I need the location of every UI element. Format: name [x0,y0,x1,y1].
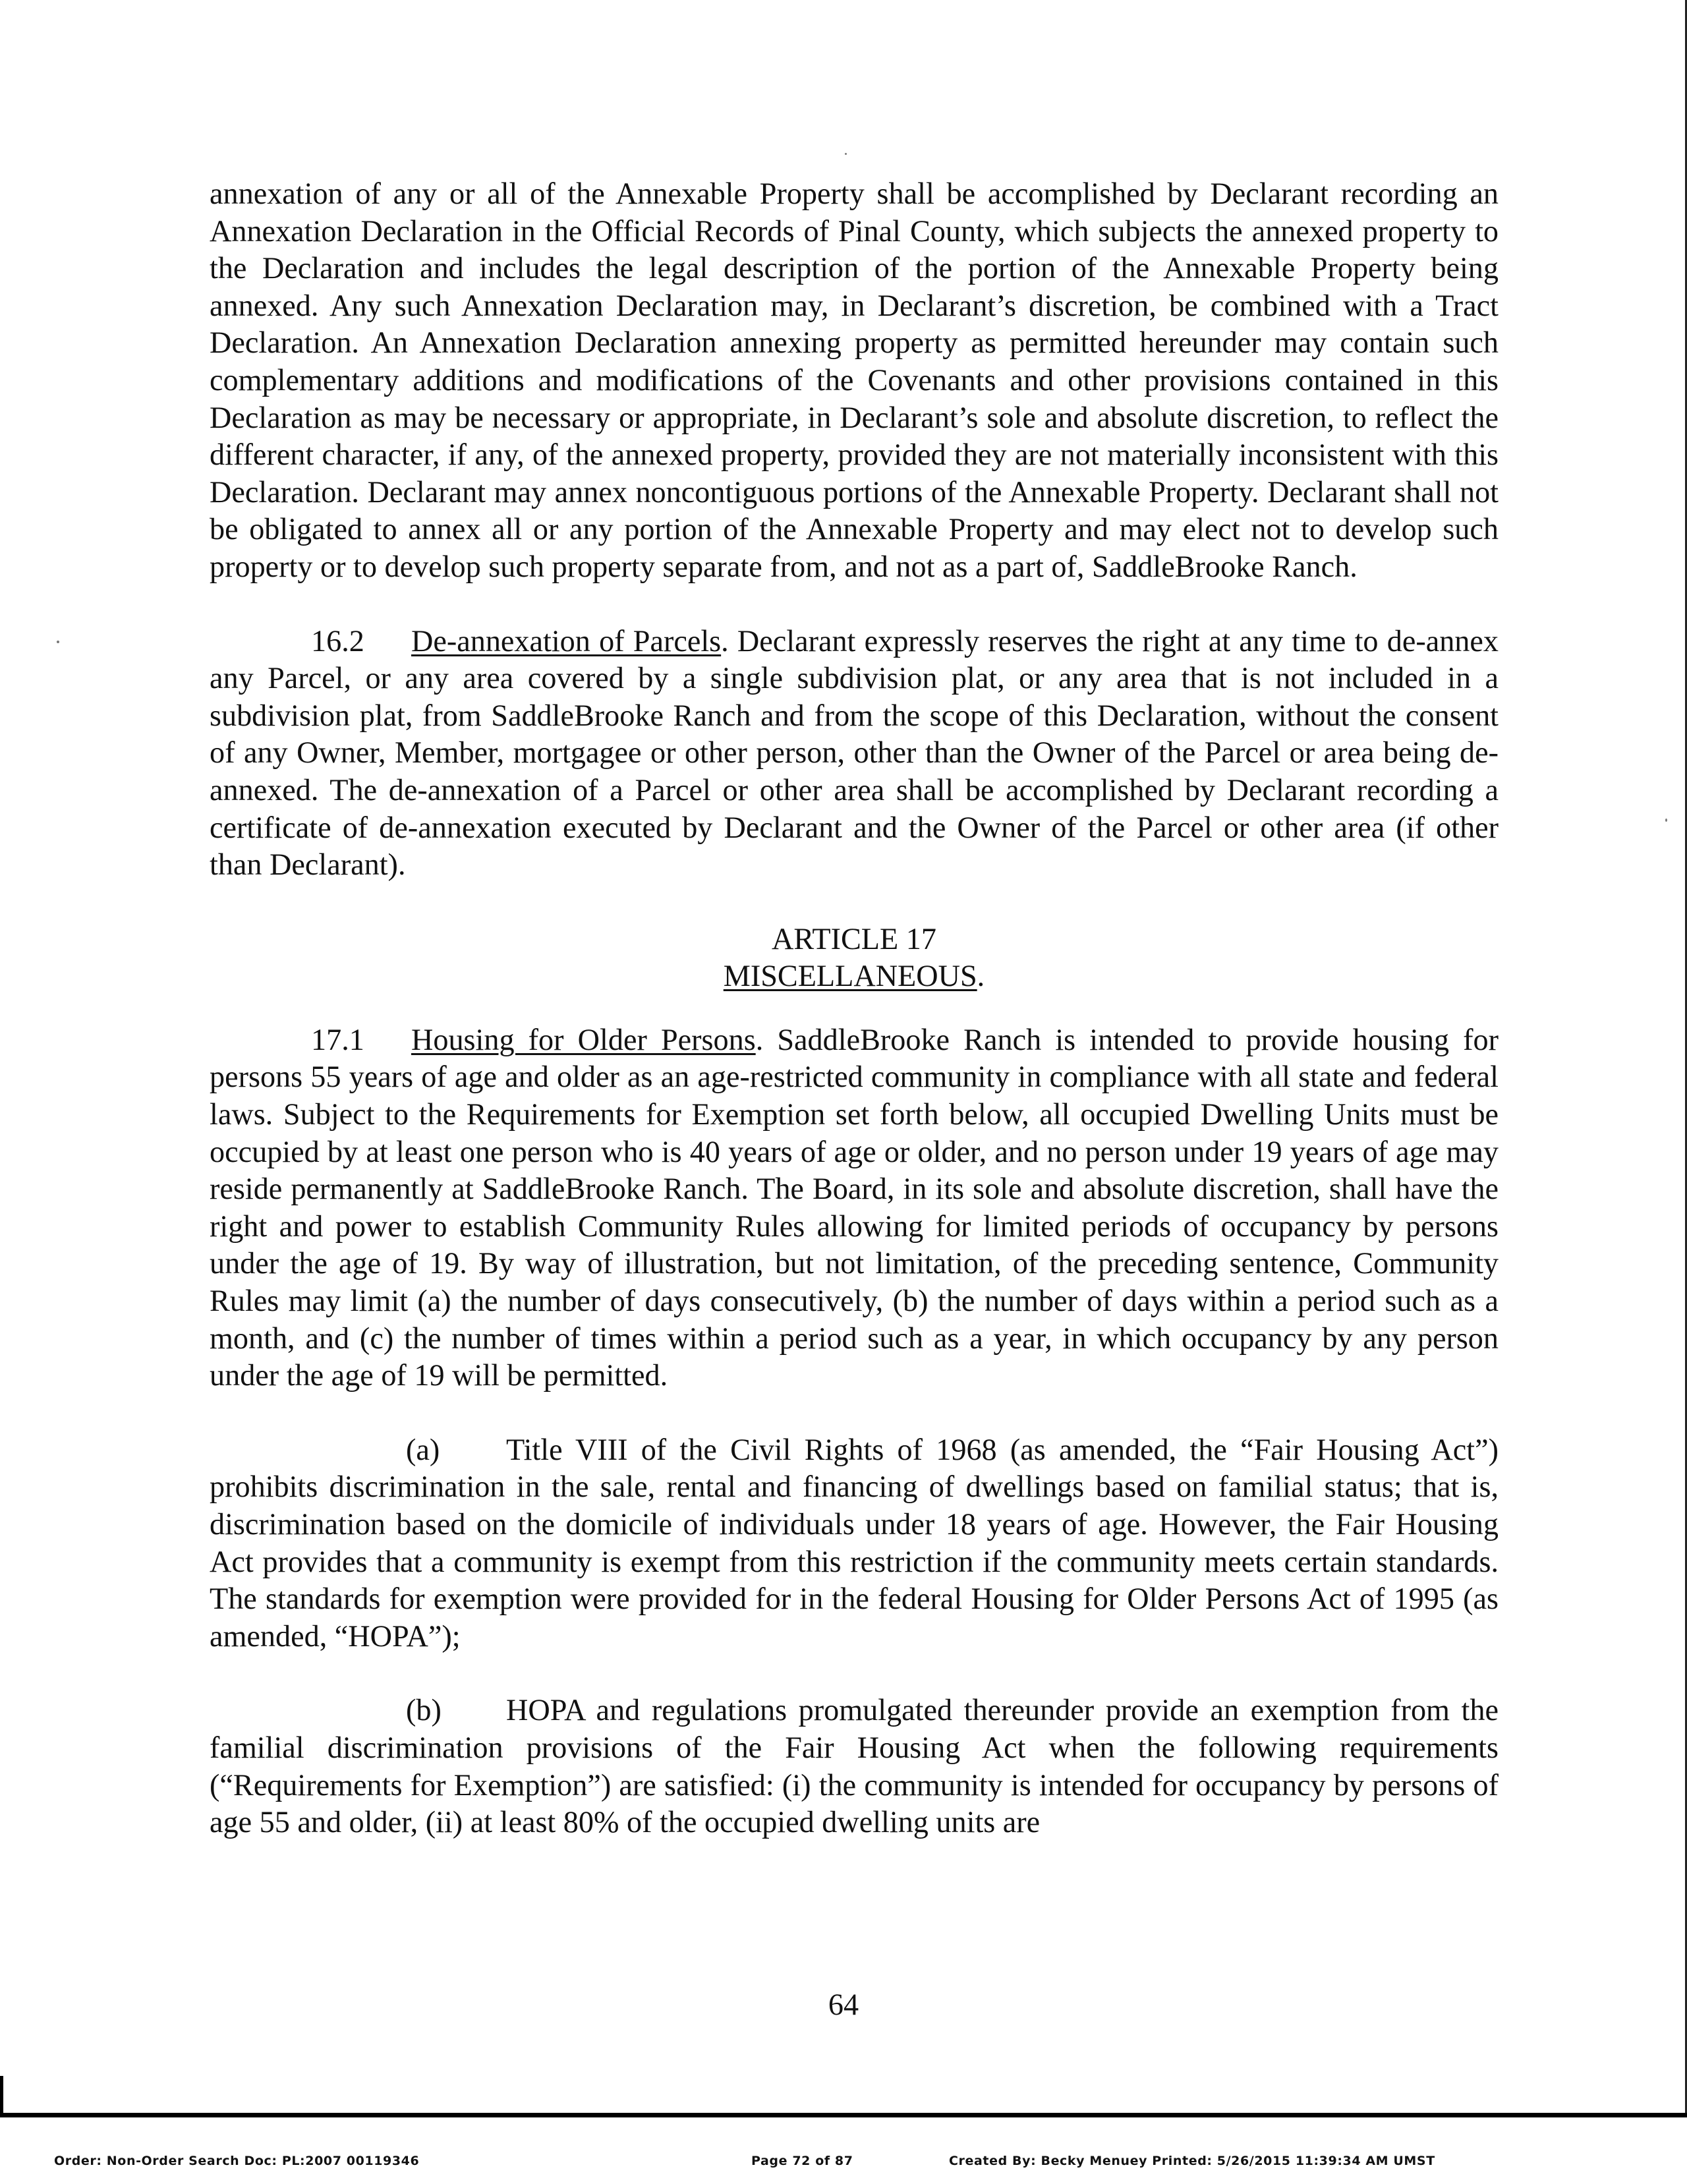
continuation-paragraph: annexation of any or all of the Annexable Property shall be accomplished by Declarant recording an Annexation Declaration in the Official Records of Pinal County, which subjects the annexed property to the Declaration and includes the legal description of the portion of the Annexable Property being annexed. Any such Annexation Declaration may, in Declarant’s discretion, be combined with a Tract Declaration. An Annexation Declaration annexing property as permitted hereunder may contain such complementary additions and modifications of the Covenants and other provisions contained in this Declaration as may be necessary or appropriate, in Declarant’s sole and absolute discretion, to reflect the different character, if any, of the annexed property, provided they are not materially inconsistent with this Declaration. Declarant may annex noncontiguous portions of the Annexable Property. Declarant shall not be obligated to annex all or any portion of the Annexable Property and may elect not to develop such property or to develop such property separate from, and not as a part of, SaddleBrooke Ranch. [210,177,1499,583]
section-heading: De-annexation of Parcels [411,623,722,658]
scan-speck [1665,819,1667,822]
article-title-suffix: . [977,959,985,993]
paragraph-gap [210,995,1499,1021]
paragraph-gap [210,586,1499,623]
article-number: ARTICLE 17 [772,921,936,956]
subsection-a [210,1431,1499,1655]
paragraph-gap [210,1394,1499,1431]
paragraph-gap [210,1655,1499,1692]
footer-created-info: Created By: Becky Menuey Printed: 5/26/2015 11:39:34 AM UMST [949,2154,1435,2168]
section-heading: Housing for Older Persons [411,1022,756,1056]
section-17-1 [210,1021,1499,1394]
section-text: Declarant expressly reserves the right at any time to de-annex any Parcel, or any area covered by a single subdivision plat, or any area that is not included in a subdivision plat, from SaddleBrooke Ranch and from the scope of this Declaration, without the consent of any Owner, Member, mortgagee or other person, other than the Owner of the Parcel or area being de-annexed. The de-annexation of a Parcel or other area shall be accomplished by Declarant recording a certificate of de-annexation executed by Declarant and the Owner of the Parcel or other area (if other than Declarant). [210,623,1499,882]
footer-page-count: Page 72 of 87 [751,2154,853,2168]
section-heading-suffix: . [721,623,729,658]
page-number: 64 [828,1988,859,2021]
scan-speck [845,153,847,155]
section-number: 16.2 [311,623,364,658]
subsection-label: (b) [406,1693,442,1727]
footer-divider [0,2113,1687,2117]
subsection-label: (a) [406,1432,440,1466]
footer-order-info: Order: Non-Order Search Doc: PL:2007 00119346 [54,2154,420,2168]
subsection-b [210,1692,1499,1841]
document-body [210,175,1499,1841]
scan-speck [57,641,59,643]
section-number: 17.1 [311,1022,364,1056]
subsection-text: HOPA and regulations promulgated thereunder provide an exemption from the familial discrimination provisions of the Fair Housing Act when the following requirements (“Requirements for Exemption”) are satisfied: (i) the community is intended for occupancy by persons of age 55 and older, (ii) at least 80% of the occupied dwelling units are [210,1693,1499,1839]
section-heading-suffix: . [755,1022,764,1056]
section-text: SaddleBrooke Ranch is intended to provide housing for persons 55 years of age and older as an age-restricted community in compliance with all state and federal laws. Subject to the Requirements for Exemption set forth below, all occupied Dwelling Units must be occupied by at least one person who is 40 years of age or older, and no person under 19 years of age may reside permanently at SaddleBrooke Ranch. The Board, in its sole and absolute discretion, shall have the right and power to establish Community Rules allowing for limited periods of occupancy by persons under the age of 19. By way of illustration, but not limitation, of the preceding sentence, Community Rules may limit (a) the number of days consecutively, (b) the number of days within a period such as a month, and (c) the number of times within a period such as a year, in which occupancy by any person under the age of 19 will be permitted. [210,1022,1499,1393]
subsection-text: Title VIII of the Civil Rights of 1968 (as amended, the “Fair Housing Act”) prohibits discrimination in the sale, rental and financing of dwellings based on familial status; that is, discrimination based on the domicile of individuals under 18 years of age. However, the Fair Housing Act provides that a community is exempt from this restriction if the community meets certain standards. The standards for exemption were provided for in the federal Housing for Older Persons Act of 1995 (as amended, “HOPA”); [210,1432,1499,1653]
section-16-2 [210,623,1499,884]
article-title [210,958,1499,995]
article-title-text: MISCELLANEOUS [723,959,977,993]
paragraph-gap [210,884,1499,921]
scan-left-mark [0,2076,3,2115]
